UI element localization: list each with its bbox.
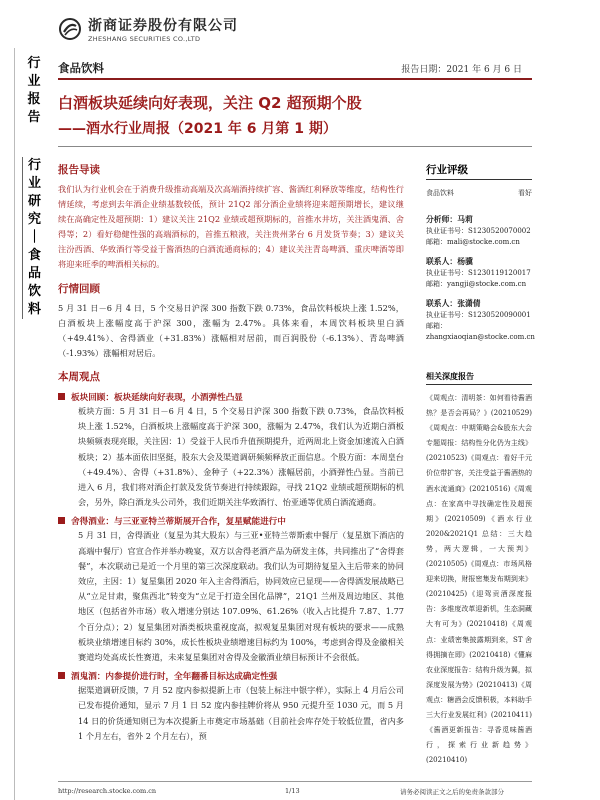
contact-cert: 执业证书号：S1230520090001 bbox=[426, 311, 531, 319]
guide-text: 我们认为行业机会在于消费升级推动高端及次高端酒持续扩容、酱酒红利释放等维度，结构性行情延续，考虑到去年酒企业绩基数较低，预计 21Q2 部分酒企业绩将迎来超预期增长，建议继续在高确定性及超预期：1）建议关注 21Q2 业绩或超预期标的，首推水井坊，关注酒鬼酒、舍得等；2）看好稳健性强的高端酒标的，首推五粮液，关注贵州茅台 6 月发货节奏；3）建议关注汾西酒、华致酒行等受益于酱酒热的白酒流通商标的；4）建议关注青岛啤酒、重庆啤酒等即将迎来旺季的啤酒相关标的。 bbox=[58, 184, 404, 269]
rating-row bbox=[426, 188, 532, 198]
zheshang-logo-icon bbox=[58, 18, 82, 40]
title-divider bbox=[58, 146, 532, 147]
left-divider bbox=[14, 48, 15, 800]
main-column bbox=[58, 162, 404, 744]
page-number: 1/13 bbox=[285, 787, 300, 795]
side-column bbox=[426, 162, 535, 768]
company-name-cn: 浙商证券股份有限公司 bbox=[88, 18, 238, 34]
bullet-square-icon bbox=[58, 672, 65, 679]
views-heading: 本周观点 bbox=[58, 371, 100, 383]
market-text: 5 月 31 日－6 月 4 日，5 个交易日沪深 300 指数下跌 0.73%，食品饮料板块上涨 1.52%，白酒板块上涨幅度高于沪深 300，涨幅为 2.47%。具体来看，本周饮料板块里白酒（+49.41%）、舍得酒业（+31.83%）涨幅相对居前，而百润股份（-6.13%）、青岛啤酒（-1.93%）涨幅相对居后。 bbox=[58, 303, 404, 358]
analyst-cert: 执业证书号：S1230520070002 bbox=[426, 227, 531, 235]
footer-divider bbox=[58, 781, 532, 782]
related-heading: 相关深度报告 bbox=[426, 371, 532, 385]
related-reports-list: 《周观点：清明茶：如何看待酱酒热？是否会再局？》(20210529)《周观点：中期策略会&股东大会专题周报：结构性分化仍为主线》(20210523)《周观点：看好千元价位带扩容，关注受益于酱酒热的酒水流通商》(20210516)《周观点：在家高中寻找确定性及超预期》(20210509)《酒水行业 2020&2021Q1 总结：三大趋势，两大逻辑，一大预判》(20210505)《周观点：市场风格迎来切换，财报密集发布期到来》(20210425)《迎驾贡酒深度报告：多维度改革迎新机，生态洞藏大有可为》(20210418)《周观点：业绩密集披露期到来，ST 舍得拥摘在即》(20210418)《懂麻农业深度报告：结构升级为翼，拟深度发展为势》(20210413)《周观点：糖酒会反馈积极，本料助手三大行业发展红利》(20210411)《酱酒更新报告：寻香觅味酱酒行，探索行业新趋势》(20210410) bbox=[426, 394, 532, 765]
report-date: 报告日期：2021 年 6 月 6 日 bbox=[401, 65, 522, 75]
analyst-name: 马莉 bbox=[457, 215, 473, 224]
view-item-heading: 酒鬼酒：内参提价进行时，全年翻番目标达成确定性强 bbox=[58, 668, 404, 683]
rating-sector: 食品饮料 bbox=[426, 189, 454, 197]
contact-name: 张潇倩 bbox=[457, 299, 481, 308]
guide-heading: 报告导读 bbox=[58, 164, 100, 176]
side-tab-research: 行业研究｜食品饮料 bbox=[22, 157, 46, 319]
sector-divider bbox=[58, 78, 532, 80]
sector-tag: 食品饮料 bbox=[58, 61, 104, 75]
bullet-square-icon bbox=[58, 393, 65, 400]
analyst-email[interactable]: 邮箱：mali@stocke.com.cn bbox=[426, 238, 520, 246]
contact-block: 联系人：张潇倩 执业证书号：S1230520090001 邮箱：zhangxiaoqian@stocke.com.cn bbox=[426, 299, 535, 341]
company-name-en: ZHESHANG SECURITIES CO.,LTD bbox=[88, 35, 201, 43]
rating-heading: 行业评级 bbox=[426, 162, 532, 180]
view-item-heading: 板块回顾：板块延续向好表现，小酒弹性凸显 bbox=[58, 389, 404, 404]
market-heading: 行情回顾 bbox=[58, 283, 100, 295]
report-title: 白酒板块延续向好表现，关注 Q2 超预期个股 bbox=[58, 94, 362, 112]
page-header bbox=[0, 0, 600, 48]
contact-block: 联系人：杨骥 执业证书号：S1230119120017 邮箱：yangji@stocke.com.cn bbox=[426, 257, 531, 288]
analyst-block: 分析师：马莉 执业证书号：S1230520070002 邮箱：mali@stocke.com.cn bbox=[426, 215, 531, 246]
contact-email[interactable]: 邮箱：zhangxiaoqian@stocke.com.cn bbox=[426, 322, 535, 341]
contact-email[interactable]: 邮箱：yangji@stocke.com.cn bbox=[426, 280, 527, 288]
rating-value: 看好 bbox=[518, 189, 532, 197]
view-item-body: 板块方面：5 月 31 日－6 月 4 日，5 个交易日沪深 300 指数下跌 0.73%，食品饮料板块上涨 1.52%，白酒板块上涨幅度高于沪深 300，涨幅为 2.47%，我们认为近期白酒板块频频表现亮眼，关注因：1）受益于人民币升值预期提升，近两周北上资金加速流入白酒板块；2）基本面依旧坚挺，股东大会及渠道调研频频释放正面信息。个股方面：本周皇台（+49.4%）、舍得（+31.8%）、金种子（+22.3%）涨幅居前，小酒弹性凸显。当前已进入 6 月，我们将对酒企打款及发货节奏进行持续跟踪，寻找 21Q2 业绩或超预期标的机会，另外，除白酒龙头公司外，我们近期关注华致酒行、怡亚通等优质白酒流通商。 bbox=[78, 406, 404, 508]
bullet-square-icon bbox=[58, 517, 65, 524]
view-item-heading: 舍得酒业：与三亚亚特兰蒂斯展开合作，复星赋能进行中 bbox=[58, 513, 404, 528]
contact-cert: 执业证书号：S1230119120017 bbox=[426, 269, 531, 277]
side-tab-report-type: 行业报告 bbox=[27, 56, 41, 125]
view-item-body: 据渠道调研反馈，7 月 52 度内参拟提新上市（包装上标注中银字样），实际上 4 月后公司已发布提价通知，显示 7 月 1 日 52 度内参挂牌价将从 950 元提升至 1030 元，而 5 月 14 日的价货通知则已为本次提新上市奠定市场基础（目前社会库存处于较低位置，省内多 1 个月左右，省外 2 个月左右），预 bbox=[78, 685, 404, 741]
footer-url[interactable]: http://research.stocke.com.cn bbox=[58, 787, 157, 795]
report-subtitle: ——酒水行业周报（2021 年 6 月第 1 期） bbox=[58, 121, 337, 137]
view-item-body: 5 月 31 日，舍得酒业（复星为其大股东）与三亚•亚特兰蒂斯索中餐厅（复星旗下酒店的高端中餐厅）官宣合作并举办晚宴，双方以舍得老酒产品为研发主体，共同推出了“舍得套餐”，本次联动已是近一个月里的第三次深度联动。我们认为可期待复星入主后带来的协同效应，主因：1）复星集团 2020 年入主舍得酒后，协同效应已显现——舍得酒发展战略已从“立足甘肃，聚焦西北”转变为“立足于打造全国化品牌”，21Q1 兰州及周边地区、其他地区（包括省外市场）收入增速分别达 107.09%、61.26%（收入占比提升 7.87、1.77 个百分点）；2）复星集团对酒类板块重视度高，拟观复星集团对现有板块的要求——成熟板块业绩增速目标约 30%，成长性板块业绩增速目标约为 100%，考虑到舍得及金徽相关赛道均处高成长性赛道，未来复星集团对舍得及金徽酒业绩目标预计不会很低。 bbox=[78, 530, 405, 663]
footer-disclaimer: 请务必阅读正文之后的免责条款部分 bbox=[400, 788, 504, 796]
contact-name: 杨骥 bbox=[457, 257, 473, 266]
company-logo bbox=[58, 15, 238, 43]
